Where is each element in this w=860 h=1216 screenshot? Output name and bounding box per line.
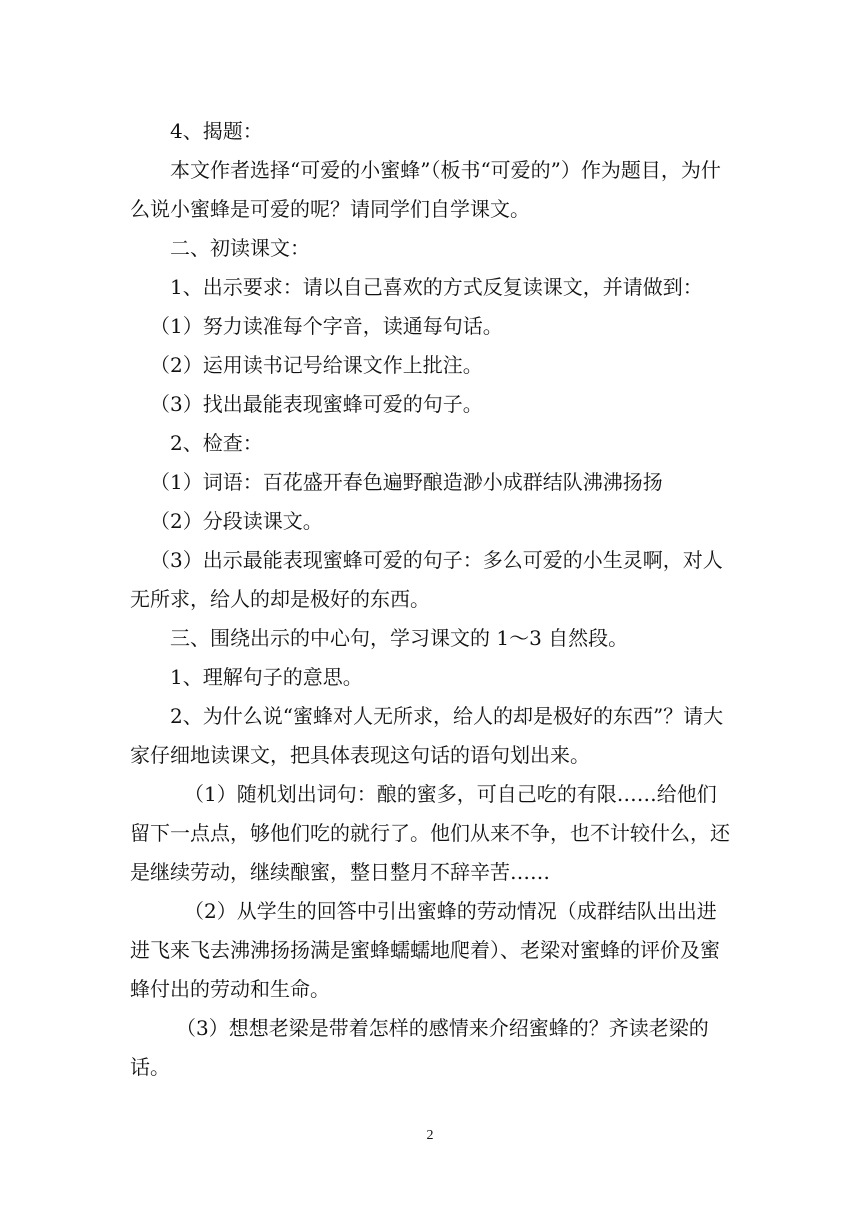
paragraph-why-question: 2、为什么说“蜜蜂对人无所求，给人的却是极好的东西”？请大家仔细地读课文，把具体表现这句话的语句划出来。 [130,704,724,767]
list-item-bee-labor: （2）从学生的回答中引出蜜蜂的劳动情况（成群结队出出进进飞来飞去沸沸扬扬满是蜜蜂蠕蠕地爬着）、老梁对蜜蜂的评价及蜜蜂付出的劳动和生命。 [130,899,720,1001]
list-item-check-reading: （2）分段读课文。 [150,509,323,533]
paragraph-step-4-title: 4、揭题： [170,119,263,143]
list-item-lao-liang-feelings: （3）想想老梁是带着怎样的感情来介绍蜜蜂的？齐读老梁的话。 [130,1016,709,1079]
list-item-requirement-2: （2）运用读书记号给课文作上批注。 [150,353,483,377]
list-item-check-sentence: （3）出示最能表现蜜蜂可爱的句子：多么可爱的小生灵啊，对人无所求，给人的却是极好的东西。 [130,548,723,611]
paragraph-understand-sentence: 1、理解句子的意思。 [170,665,363,689]
document-body [130,112,730,1087]
paragraph-title-question: 本文作者选择“可爱的小蜜蜂”（板书“可爱的”）作为题目，为什么说小蜜蜂是可爱的呢？请同学们自学课文。 [130,158,721,221]
heading-central-sentence: 三、围绕出示的中心句，学习课文的 1～3 自然段。 [170,626,629,650]
paragraph-check: 2、检查： [170,431,263,455]
paragraph-requirements: 1、出示要求：请以自己喜欢的方式反复读课文，并请做到： [170,275,703,299]
list-item-requirement-1: （1）努力读准每个字音，读通每句话。 [150,314,503,338]
list-item-requirement-3: （3）找出最能表现蜜蜂可爱的句子。 [150,392,483,416]
heading-first-reading: 二、初读课文： [170,236,310,260]
list-item-check-words: （1）词语：百花盛开春色遍野酿造渺小成群结队沸沸扬扬 [150,470,663,494]
page-number: 2 [426,1128,434,1143]
list-item-mark-phrases: （1）随机划出词句：酿的蜜多，可自己吃的有限……给他们留下一点点，够他们吃的就行了。他们从来不争，也不计较什么，还是继续劳动，继续酿蜜，整日整月不辞辛苦…… [130,782,730,884]
